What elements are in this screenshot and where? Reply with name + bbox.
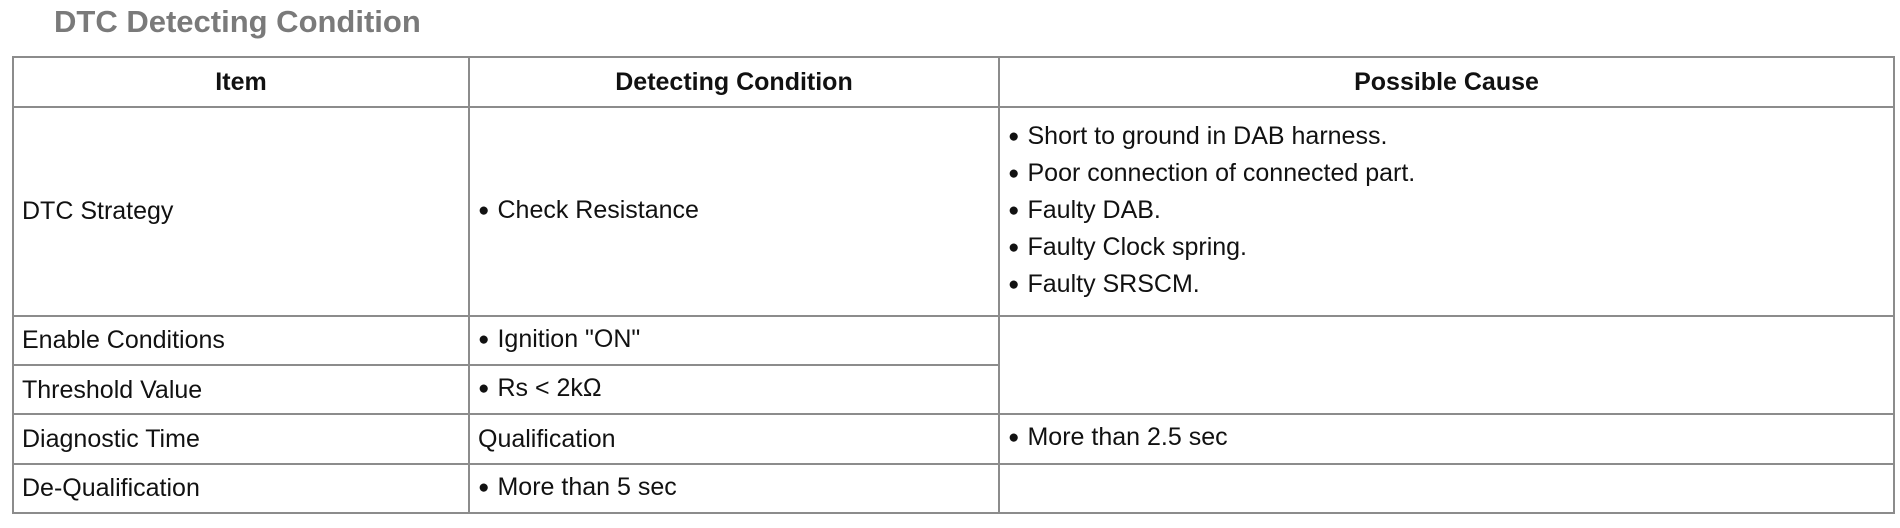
possible-cause-item: ● Faulty Clock spring. <box>1008 230 1885 267</box>
condition-bullet: ● Ignition "ON" <box>478 322 990 359</box>
possible-cause-item: ● Poor connection of connected part. <box>1008 156 1885 193</box>
item-cell: Diagnostic Time <box>13 414 469 463</box>
condition-list <box>478 470 990 507</box>
condition-bullet: ● Rs < 2kΩ <box>478 371 990 408</box>
condition-cell: Qualification <box>469 414 999 463</box>
condition-cell <box>469 365 999 414</box>
condition-list <box>478 322 990 359</box>
dtc-condition-table <box>12 56 1895 514</box>
table-header-row <box>13 57 1894 107</box>
item-cell: Threshold Value <box>13 365 469 414</box>
table-row-enable-conditions <box>13 316 1894 365</box>
possible-cause-cell <box>999 107 1894 316</box>
condition-list <box>478 193 990 230</box>
condition-bullet: ● Check Resistance <box>478 193 990 230</box>
possible-cause-list <box>1008 420 1885 457</box>
table-row-diagnostic-time <box>13 414 1894 463</box>
condition-bullet: ● More than 5 sec <box>478 470 990 507</box>
possible-cause-item: ● Faulty SRSCM. <box>1008 267 1885 304</box>
possible-cause-item: ● Faulty DAB. <box>1008 193 1885 230</box>
column-header-detecting-condition: Detecting Condition <box>469 57 999 107</box>
item-cell: De-Qualification <box>13 464 469 513</box>
possible-cause-item: ● More than 2.5 sec <box>1008 420 1885 457</box>
condition-cell <box>469 107 999 316</box>
condition-cell <box>469 316 999 365</box>
page-title: DTC Detecting Condition <box>54 4 421 39</box>
item-cell: DTC Strategy <box>13 107 469 316</box>
possible-cause-cell-empty <box>999 464 1894 513</box>
condition-cell <box>469 464 999 513</box>
possible-cause-item: ● Short to ground in DAB harness. <box>1008 119 1885 156</box>
possible-cause-cell <box>999 414 1894 463</box>
table-row-de-qualification <box>13 464 1894 513</box>
item-cell: Enable Conditions <box>13 316 469 365</box>
table-row-dtc-strategy <box>13 107 1894 316</box>
possible-cause-cell-empty <box>999 316 1894 415</box>
condition-list <box>478 371 990 408</box>
column-header-possible-cause: Possible Cause <box>999 57 1894 107</box>
possible-cause-list <box>1008 119 1885 304</box>
column-header-item: Item <box>13 57 469 107</box>
